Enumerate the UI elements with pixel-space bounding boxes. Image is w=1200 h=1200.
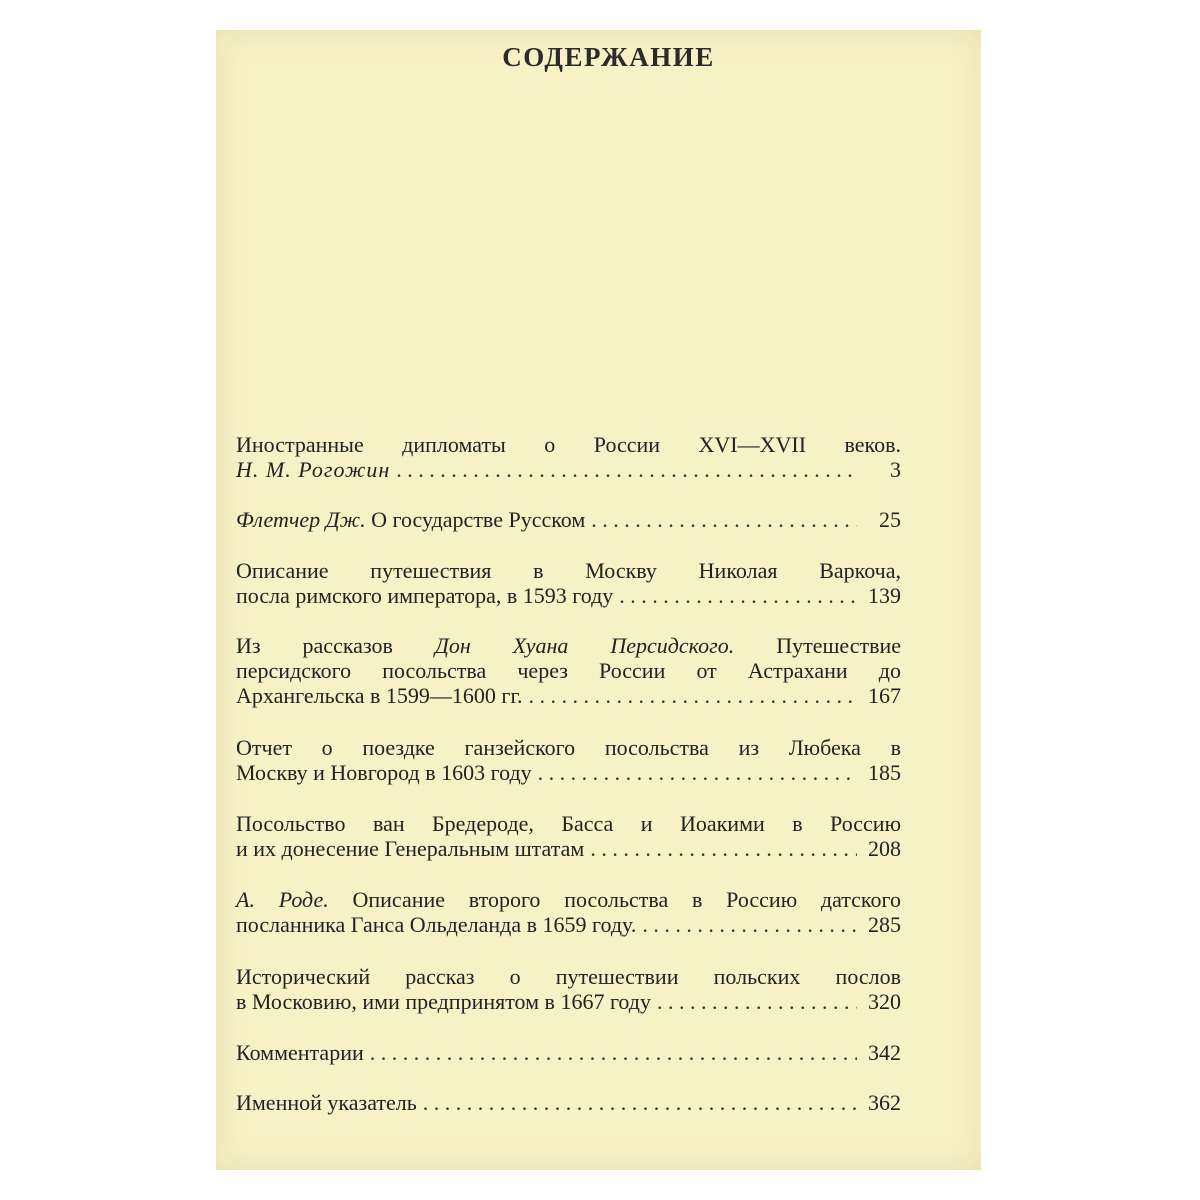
toc-entry-text: и их донесение Генеральным штатам bbox=[236, 836, 585, 861]
toc-entry-3[interactable] bbox=[236, 558, 901, 608]
book-page bbox=[216, 30, 981, 1170]
leader-dots bbox=[532, 760, 857, 785]
toc-entry-text: Исторический рассказ о путешествии польских послов bbox=[236, 964, 901, 989]
toc-entry-text: посланника Ганса Ольделанда в 1659 году. bbox=[236, 912, 637, 937]
toc-entry-6[interactable] bbox=[236, 811, 901, 861]
toc-entry-text: Посольство ван Бредероде, Басса и Иоакими в Россию bbox=[236, 811, 901, 836]
toc-entry-5[interactable] bbox=[236, 735, 901, 785]
page-title: СОДЕРЖАНИЕ bbox=[502, 42, 715, 72]
toc-entry-1[interactable] bbox=[236, 432, 901, 482]
toc-entry-text: О государстве Русском bbox=[371, 507, 586, 532]
toc-entry-8[interactable] bbox=[236, 964, 901, 1014]
toc-entry-text: в Московию, ими предпринятом в 1667 году bbox=[236, 989, 651, 1014]
toc-entry-author: Флетчер Дж. bbox=[236, 507, 366, 532]
toc-entry-author: Дон Хуана Персидского. bbox=[434, 633, 735, 658]
leader-dots bbox=[636, 912, 857, 937]
leader-dots bbox=[522, 683, 857, 708]
toc-page-number: 25 bbox=[879, 507, 901, 532]
leader-dots bbox=[390, 457, 857, 482]
toc-entry-text: Архангельска в 1599—1600 гг. bbox=[236, 683, 523, 708]
toc-entry-text: Иностранные дипломаты о России XVI—XVII веков. bbox=[236, 432, 901, 457]
toc-page-number: 285 bbox=[868, 912, 901, 937]
toc-entry-4[interactable] bbox=[236, 633, 901, 708]
toc-entry-text: Описание второго посольства в Россию датского bbox=[352, 887, 901, 912]
toc-entry-9[interactable] bbox=[236, 1040, 901, 1065]
toc-page-number: 342 bbox=[868, 1040, 901, 1065]
leader-dots bbox=[417, 1090, 857, 1115]
toc-entry-text: Москву и Новгород в 1603 году bbox=[236, 760, 532, 785]
toc-entry-text: Путешествие bbox=[776, 633, 902, 658]
toc-entry-author: Н. М. Рогожин bbox=[236, 457, 391, 482]
leader-dots bbox=[651, 989, 857, 1014]
toc-entry-text: персидского посольства через России от Астрахани до bbox=[236, 658, 901, 683]
toc-entry-text: Отчет о поездке ганзейского посольства из Любека в bbox=[236, 735, 901, 760]
toc-page-number: 208 bbox=[868, 836, 901, 861]
leader-dots bbox=[613, 583, 857, 608]
toc-entry-text: Комментарии bbox=[236, 1040, 364, 1065]
toc-entry-text: Именной указатель bbox=[236, 1090, 417, 1115]
toc-entry-text: Из рассказов bbox=[236, 633, 393, 658]
toc-entry-text: Описание путешествия в Москву Николая Варкоча, bbox=[236, 558, 901, 583]
toc-page-number: 320 bbox=[868, 989, 901, 1014]
leader-dots bbox=[364, 1040, 857, 1065]
toc-page-number: 3 bbox=[890, 457, 901, 482]
leader-dots bbox=[585, 507, 857, 532]
toc-page-number: 362 bbox=[868, 1090, 901, 1115]
toc-page-number: 167 bbox=[868, 683, 901, 708]
leader-dots bbox=[584, 836, 857, 861]
toc-page-number: 139 bbox=[868, 583, 901, 608]
toc-entry-7[interactable] bbox=[236, 887, 901, 937]
toc-entry-10[interactable] bbox=[236, 1090, 901, 1115]
toc-page-number: 185 bbox=[868, 760, 901, 785]
toc-entry-text: посла римского императора, в 1593 году bbox=[236, 583, 614, 608]
toc-entry-author: А. Роде. bbox=[236, 887, 329, 912]
toc-entry-2[interactable] bbox=[236, 507, 901, 532]
